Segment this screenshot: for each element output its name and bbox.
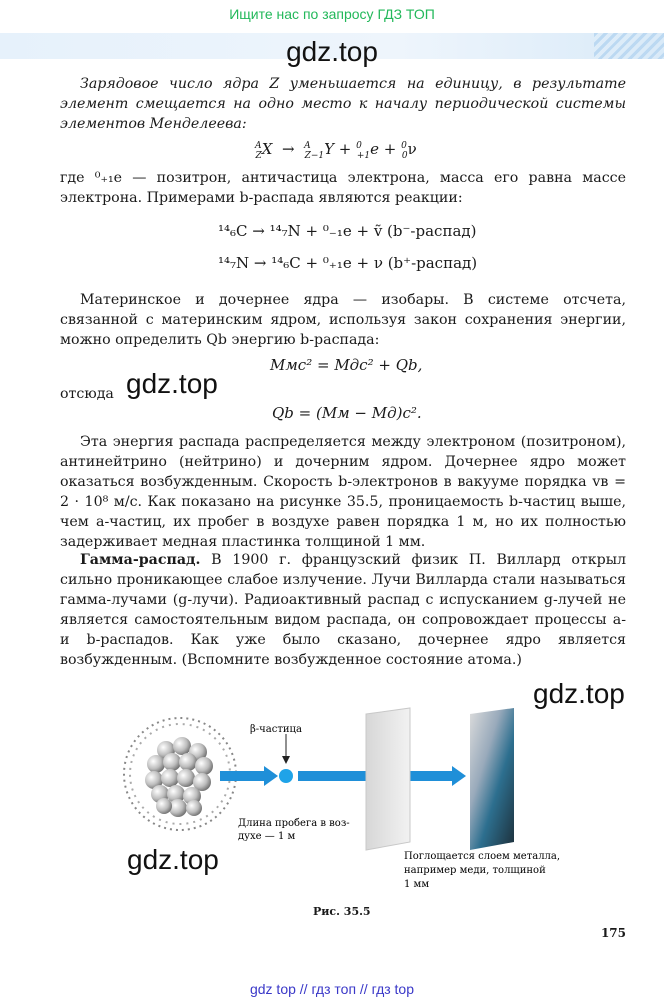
gamma-decay-heading: Гамма-распад. bbox=[80, 552, 201, 568]
range-label-line2: духе — 1 м bbox=[238, 831, 296, 842]
absorb-label-line1: Поглощается слоем металла, bbox=[404, 851, 561, 862]
after-plate-arrow bbox=[412, 766, 466, 786]
equation-beta-plus-general: $^A_Z$X → $^A_{Z-1}$Y + $^0_{+1}$e + $^0_0$ν bbox=[255, 140, 417, 161]
beta-particle-label: β-частица bbox=[250, 724, 302, 735]
footer-links[interactable]: gdz top // гдз топ // гдз top bbox=[249, 981, 415, 997]
paragraph-5-text: В 1900 г. французский физик П. Виллард открыл сильно проникающее слабое излучение. Лучи Вилларда стали называться гамма-лучами (g-лучи). Радиоактивный распад с испусканием g-лучей не является самостоятельным видом распада, он сопровождает процессы a- и b-распадов. Как уже было сказано, дочернее ядро является возбужденным. (Вспомните возбужденное состояние атома.) bbox=[60, 552, 626, 668]
paragraph-3: Материнское и дочернее ядра — изобары. В системе отсчета, связанной с материнским ядром, используя закон сохранения энергии, можно определить Qb энергию b-распада: bbox=[60, 292, 626, 348]
absorb-label-line3: 1 мм bbox=[404, 879, 430, 890]
watermark-2[interactable]: gdz.top bbox=[533, 678, 625, 709]
top-banner[interactable]: Ищите нас по запросу ГДЗ ТОП bbox=[229, 6, 435, 22]
copper-plate bbox=[470, 708, 514, 850]
equation-c14-decay: ¹⁴₆C → ¹⁴₇N + ⁰₋₁e + ṽ (b⁻-распад) bbox=[218, 222, 477, 240]
nucleus bbox=[145, 737, 213, 817]
equation-energy: Mмc² = Mдc² + Qb, bbox=[270, 356, 423, 374]
page-number: 175 bbox=[600, 926, 626, 940]
paragraph-4: Эта энергия распада распределяется между электроном (позитроном), антинейтрино (нейтрино) и дочерним ядром. Дочернее ядро может оказаться возбужденным. Скорость b-электронов в вакууме порядка vв = 2 · 10⁸ м/с. Как показано на рисунке 35.5, проницаемость b-частиц выше, чем a-частиц, их пробег в воздухе равен порядка 1 м, но их полностью задерживает медная пластинка толщиной 1 мм. bbox=[60, 434, 626, 550]
paragraph-5 bbox=[60, 550, 626, 670]
watermark-1[interactable]: gdz.top bbox=[126, 368, 218, 399]
equation-n14-decay: ¹⁴₇N → ¹⁴₆C + ⁰₊₁e + ν (b⁺-распад) bbox=[218, 254, 478, 272]
absorb-label-line2: например меди, толщиной bbox=[404, 865, 546, 876]
particle-marker-arrow bbox=[282, 734, 290, 764]
watermark-3[interactable]: gdz.top bbox=[127, 844, 219, 875]
paragraph-1: Зарядовое число ядра Z уменьшается на единицу, в результате элемент смещается на одно место к началу периодической системы элементов Менделеева: bbox=[60, 76, 626, 132]
paper-plate bbox=[366, 708, 410, 850]
paragraph-2: где ⁰₊₁e — позитрон, античастица электрона, масса его равна массе электрона. Примерами b-распада являются реакции: bbox=[60, 170, 626, 206]
range-label-line1: Длина пробега в воз- bbox=[238, 818, 350, 829]
equation-q-beta: Qb = (Mм − Mд)c². bbox=[272, 404, 422, 422]
site-title[interactable]: gdz.top bbox=[286, 36, 378, 67]
figure-35-5 bbox=[120, 706, 580, 906]
figure-caption: Рис. 35.5 bbox=[313, 905, 371, 918]
otsyuda-label: отсюда bbox=[60, 386, 114, 402]
